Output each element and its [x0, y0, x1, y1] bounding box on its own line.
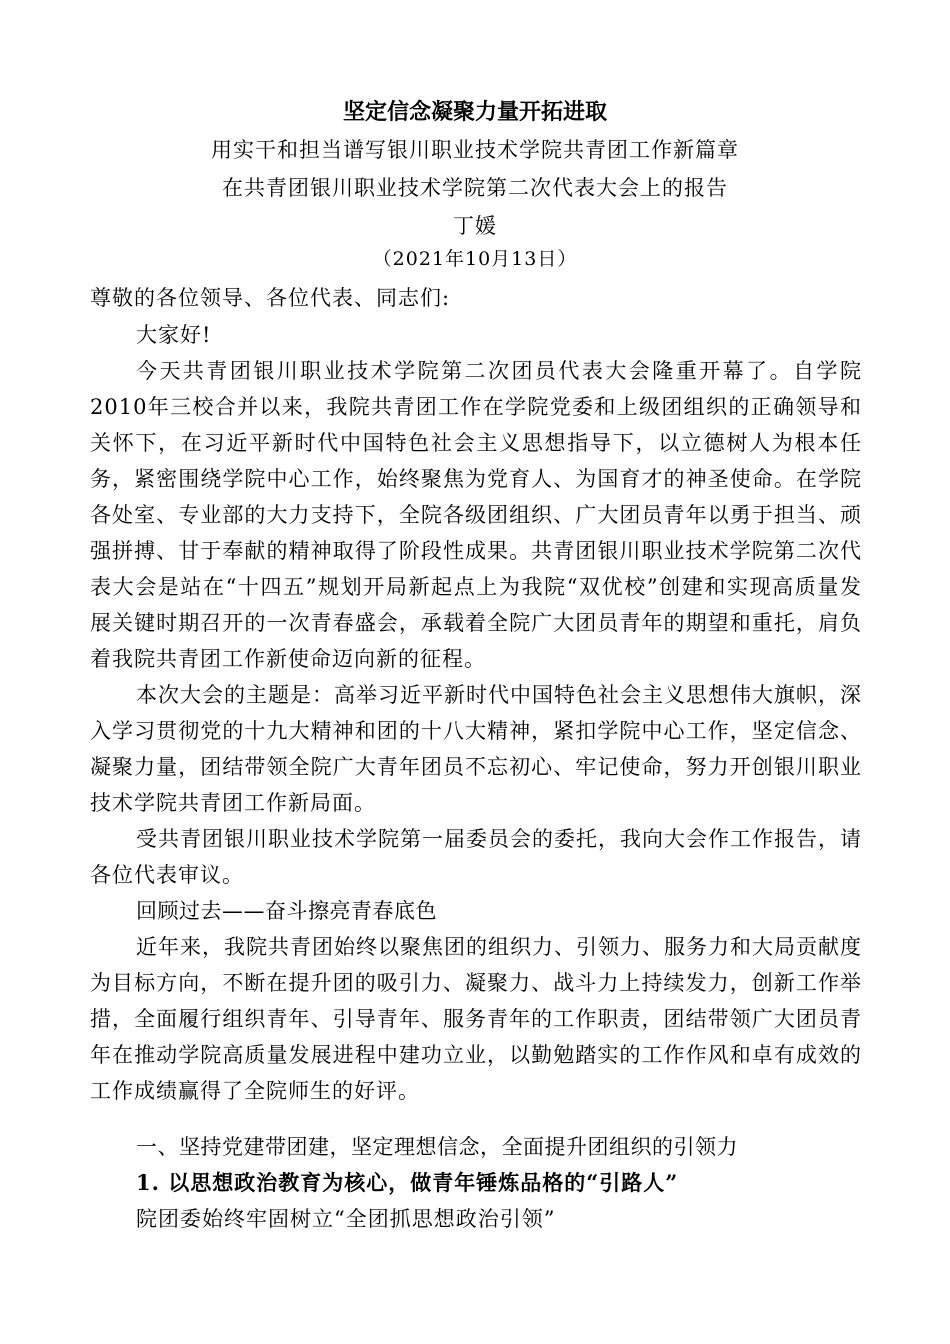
document-author: 丁媛 [453, 214, 497, 238]
document-subtitle-1: 用实干和担当谱写银川职业技术学院共青团工作新篇章 [211, 138, 739, 162]
paragraph-last-line: 院团委始终牢固树立“全团抓思想政治引领” [136, 1207, 556, 1231]
paragraph-theme: 本次大会的主题是：高举习近平新时代中国特色社会主义思想伟大旗帜，深入学习贯彻党的十九大精神和团的十八大精神，紧扣学院中心工作，坚定信念、凝聚力量，团结带领全院广大青年团员不忘初心、牢记使命，努力开创银川职业技术学院共青团工作新局面。 [90, 683, 862, 815]
document-subtitle-2: 在共青团银川职业技术学院第二次代表大会上的报告 [222, 176, 728, 200]
document-title: 坚定信念凝聚力量开拓进取 [342, 99, 607, 125]
paragraph-opening: 今天共青团银川职业技术学院第二次团员代表大会隆重开幕了。自学院2010年三校合并以来，我院共青团工作在学院党委和上级团组织的正确领导和关怀下，在习近平新时代中国特色社会主义思想指导下，以立德树人为根本任务，紧密围绕学院中心工作，始终聚焦为党育人、为国育才的神圣使命。在学院各处室、专业部的大力支持下，全院各级团组织、广大团员青年以勇于担当、顽强拼搏、甘于奉献的精神取得了阶段性成果。共青团银川职业技术学院第二次代表大会是站在“十四五”规划开局新起点上为我院“双优校”创建和实现高质量发展关键时期召开的一次青春盛会，承载着全院广大团员青年的期望和重托，肩负着我院共青团工作新使命迈向新的征程。 [90, 359, 862, 671]
section-heading: 回顾过去——奋斗擦亮青春底色 [136, 899, 437, 923]
heading-level-2: 1. 以思想政治教育为核心，做青年锤炼品格的“引路人” [136, 1170, 679, 1195]
heading-level-1: 一、坚持党建带团建，坚定理想信念，全面提升团组织的引领力 [136, 1135, 738, 1159]
paragraph-entrusted: 受共青团银川职业技术学院第一届委员会的委托，我向大会作工作报告，请各位代表审议。 [90, 827, 862, 887]
document-date: （2021年10月13日） [372, 248, 578, 270]
greeting: 大家好! [136, 323, 212, 347]
salutation: 尊敬的各位领导、各位代表、同志们: [90, 286, 451, 310]
paragraph-review: 近年来，我院共青团始终以聚焦团的组织力、引领力、服务力和大局贡献度为目标方向，不断在提升团的吸引力、凝聚力、战斗力上持续发力，创新工作举措，全面履行组织青年、引导青年、服务青年的工作职责，团结带领广大团员青年在推动学院高质量发展进程中建功立业，以勤勉踏实的工作作风和卓有成效的工作成绩赢得了全院师生的好评。 [90, 935, 862, 1103]
